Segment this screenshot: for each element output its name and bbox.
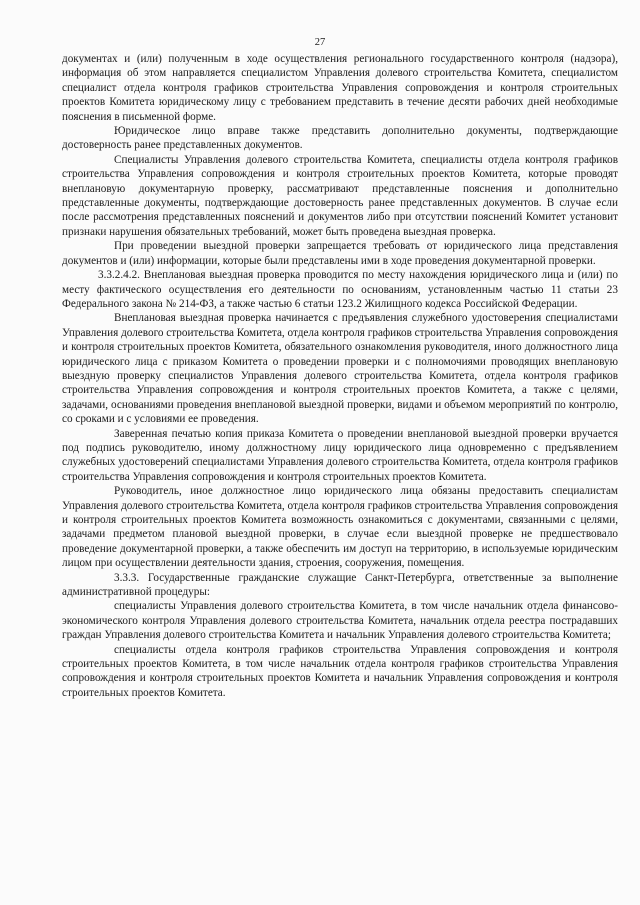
page-number: 27 xyxy=(314,37,326,48)
paragraph-responsible-schedule-control: специалисты отдела контроля графиков строительства Управления сопровождения и контроля строительных проектов Комитета, в том числе начальник отдела контроля графиков строительства Управления сопровождения и контроля строительных проектов Комитета и начальник Управления сопровождения и контроля строительных проектов Комитета. xyxy=(62,643,618,699)
document-body xyxy=(62,52,618,700)
paragraph-continuation: документах и (или) полученным в ходе осуществления регионального государственного контроля (надзора), информация об этом направляется специалистом Управления долевого строительства Комитета, специалистом специалист отдела контроля графиков строительства Управления сопровождения и контроля строительных проектов Комитета юридическому лицу с требованием представить в течение десяти рабочих дней необходимые пояснения в письменной форме. xyxy=(62,53,618,123)
paragraph-inspection-start: Внеплановая выездная проверка начинается с предъявления служебного удостоверения специалистами Управления долевого строительства Комитета, отдела контроля графиков строительства Управления сопровождения и контроля строительных проектов Комитета, обязательного ознакомления руководителя, иного должностного лица юридического лица с приказом Комитета о проведении проверки и с полномочиями проводящих внеплановую выездную проверку специалистов Управления долевого строительства Комитета, отдела контроля графиков строительства Управления сопровождения и контроля строительных проектов Комитета, а также с целями, задачами, основаниями проведения внеплановой выездной проверки, видами и объемом мероприятий по контролю, со сроками и с условиями ее проведения. xyxy=(62,312,618,426)
paragraph-head-obligations: Руководитель, иное должностное лицо юридического лица обязаны предоставить специалистам Управления долевого строительства Комитета, отдела контроля графиков строительства Управления сопровождения и контроля строительных проектов Комитета возможность ознакомиться с документами, связанными с целями, задачами предметом плановой выездной проверки, в случае если выездной проверке не предшествовало проведение документарной проверки, а также обеспечить им доступ на территорию, в используемые юридическим лицом при осуществлении деятельности здания, строения, сооружения, помещения. xyxy=(62,485,618,570)
paragraph-3-3-3: 3.3.3. Государственные гражданские служащие Санкт-Петербурга, ответственные за выполнение административной процедуры: xyxy=(62,571,618,599)
paragraph-responsible-shared-construction: специалисты Управления долевого строительства Комитета, в том числе начальник отдела финансово-экономического контроля Управления долевого строительства Комитета, начальник отдела реестра пострадавших граждан Управления долевого строительства Комитета и начальник Управления долевого строительства Комитета; xyxy=(62,600,618,642)
paragraph-3-3-2-4-2: 3.3.2.4.2. Внеплановая выездная проверка проводится по месту нахождения юридического лица и (или) по месту фактического осуществления его деятельности по основаниям, установленным частью 11 статьи 23 Федерального закона № 214-ФЗ, а также частью 6 статьи 123.2 Жилищного кодекса Российской Федерации. xyxy=(62,269,618,310)
paragraph-review-explanations: Специалисты Управления долевого строительства Комитета, специалисты отдела контроля графиков строительства Управления сопровождения и контроля строительных проектов Комитета, которые проводят внеплановую документарную проверку, рассматривают представленные пояснения и дополнительно представленные документы, подтверждающие достоверность ранее представленных документов. В случае если после рассмотрения представленных пояснений и документов либо при отсутствии пояснений Комитет установит признаки нарушения обязательных требований, может быть проведена выездная проверка. xyxy=(62,153,618,238)
paragraph-on-site-prohibition: При проведении выездной проверки запрещается требовать от юридического лица представления документов и (или) информации, которые были представлены ими в ходе проведения документарной проверки. xyxy=(62,240,618,267)
paragraph-legal-entity-right: Юридическое лицо вправе также представить дополнительно документы, подтверждающие достоверность ранее представленных документов. xyxy=(62,125,618,152)
paragraph-order-copy: Заверенная печатью копия приказа Комитета о проведении внеплановой выездной проверки вручается под подпись руководителю, иному должностному лицу юридического лица одновременно с предъявлением служебных удостоверений специалистами Управления долевого строительства Комитета, отдела контроля графиков строительства Управления сопровождения и контроля строительных проектов Комитета. xyxy=(62,427,618,483)
